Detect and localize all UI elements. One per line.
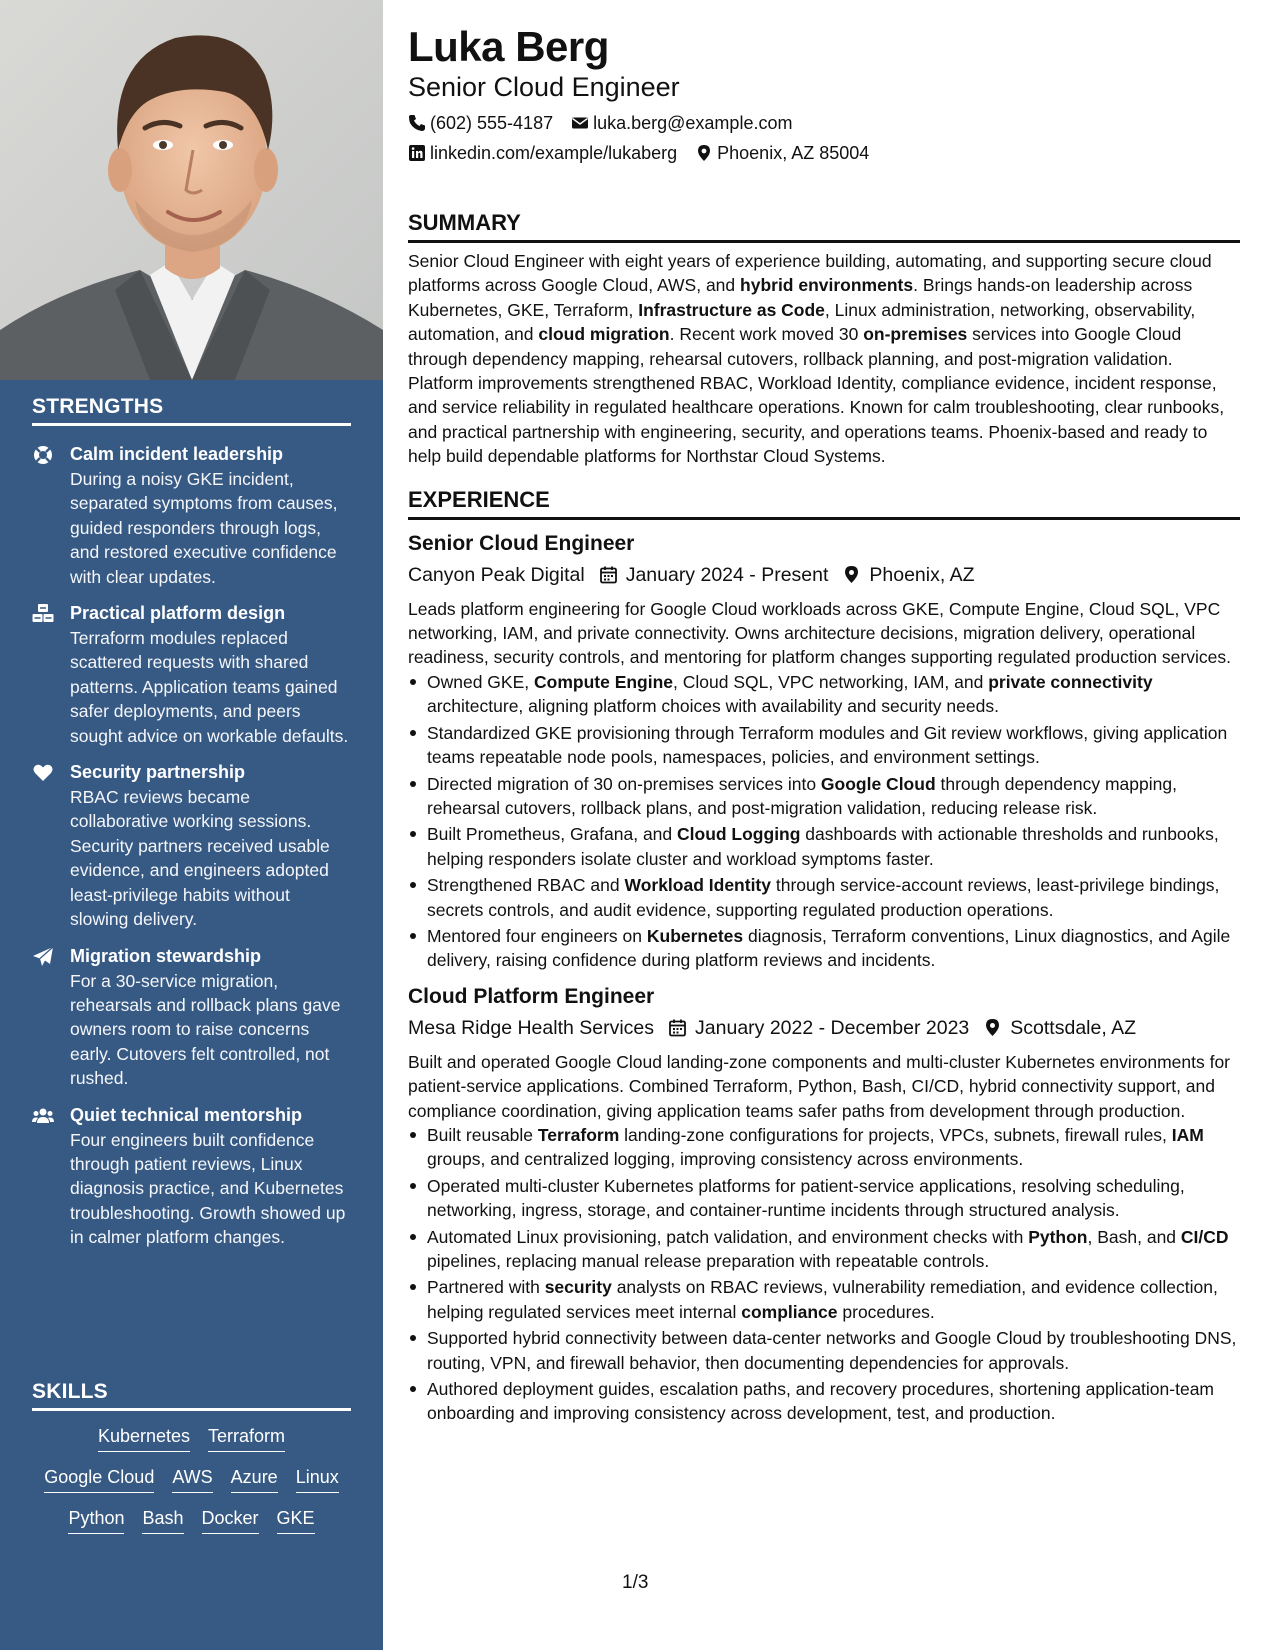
strength-item <box>32 1103 351 1250</box>
text-segment: analysts on RBAC reviews, vulnerability remediation, and evidence collection, helping regulated services meet internal <box>427 1277 1218 1322</box>
bullet-item <box>408 1275 1240 1324</box>
bullet-item <box>408 1174 1240 1223</box>
job-dates <box>599 561 829 589</box>
skill-tag: Docker <box>202 1506 259 1534</box>
skill-tag: GKE <box>277 1506 315 1534</box>
candidate-name: Luka Berg <box>408 23 609 70</box>
paper-plane-icon <box>32 946 54 968</box>
skill-tag: Azure <box>231 1465 278 1493</box>
skill-tag: Terraform <box>208 1424 285 1452</box>
summary-heading: SUMMARY <box>408 209 1240 243</box>
envelope-icon <box>571 114 589 132</box>
phone-icon <box>408 114 426 132</box>
job-bullets <box>408 670 1240 973</box>
life-ring-icon <box>32 444 54 466</box>
text-segment: . Recent work moved 30 <box>669 324 864 345</box>
skill-tag: Linux <box>296 1465 339 1493</box>
job-bullets <box>408 1123 1240 1426</box>
skills-section <box>32 1380 351 1534</box>
calendar-icon <box>599 565 618 584</box>
text-segment: groups, and centralized logging, improving consistency across environments. <box>427 1149 1024 1170</box>
text-segment: Partnered with <box>427 1277 545 1298</box>
text-segment: diagnosis, Terraform conventions, Linux diagnostics, and Agile delivery, raising confidence during platform reviews and incidents. <box>427 925 1231 971</box>
bullet-item <box>408 1326 1240 1375</box>
summary-section <box>408 209 1240 469</box>
text-segment: Automated Linux provisioning, patch validation, and environment checks with <box>427 1226 1029 1247</box>
skill-tag: Bash <box>142 1506 183 1534</box>
job-location <box>842 561 974 589</box>
company-name: Canyon Peak Digital <box>408 563 585 586</box>
bold-keyword: compliance <box>741 1301 838 1322</box>
location-contact <box>695 141 869 165</box>
skills-row <box>32 1506 351 1534</box>
bullet-item <box>408 1123 1240 1172</box>
bold-keyword: CI/CD <box>1180 1226 1229 1247</box>
heart-icon <box>32 762 54 784</box>
location-text: Phoenix, AZ 85004 <box>717 143 870 163</box>
strengths-heading: STRENGTHS <box>32 395 351 426</box>
bold-keyword: on-premises <box>863 324 968 345</box>
strength-item <box>32 944 351 1091</box>
skill-tag: Kubernetes <box>98 1424 190 1452</box>
strength-description: Four engineers built confidence through patient reviews, Linux diagnosis practice, and Kubernetes troubleshooting. Growth showed up in calmer platform changes. <box>70 1129 346 1248</box>
job-title: Cloud Platform Engineer <box>408 984 655 1008</box>
bullet-item <box>408 873 1240 922</box>
linkedin-url[interactable]: linkedin.com/example/lukaberg <box>430 143 678 163</box>
text-segment: , Cloud SQL, VPC networking, IAM, and <box>673 671 989 692</box>
job-location <box>983 1014 1136 1042</box>
text-segment: Senior Cloud Engineer with eight years of experience building, automating, and supporting secure cloud platforms across Google Cloud, AWS, and <box>408 251 1212 296</box>
text-segment: , Bash, and <box>1087 1226 1181 1247</box>
text-segment: Operated multi-cluster Kubernetes platforms for patient-service applications, resolving scheduling, networking, ingress, storage, and container-runtime incidents through structured analysis. <box>427 1175 1185 1221</box>
page-number: 1/3 <box>622 1572 649 1593</box>
bold-keyword: cloud migration <box>538 324 670 345</box>
phone-contact <box>408 111 553 135</box>
text-segment: through dependency mapping, rehearsal cutovers, rollback plans, and post-migration validation, reducing release risk. <box>427 773 1177 818</box>
strength-title: Calm incident leadership <box>70 444 284 464</box>
bold-keyword: IAM <box>1171 1124 1204 1145</box>
strength-item <box>32 601 351 748</box>
calendar-icon <box>668 1018 687 1037</box>
linkedin-contact[interactable] <box>408 141 677 165</box>
bullet-item <box>408 721 1240 770</box>
text-segment: Directed migration of 30 on-premises services into <box>427 773 821 794</box>
job-description: Leads platform engineering for Google Cloud workloads across GKE, Compute Engine, Cloud SQL, VPC networking, IAM, and private connectivity. Owns architecture decisions, migration delivery, operational readiness, security controls, and mentoring for platform changes supporting regulated production services. <box>408 598 1231 668</box>
linkedin-icon <box>408 144 426 162</box>
strength-description: Terraform modules replaced scattered requests with shared patterns. Application teams gained safer deployments, and peers sought advice on workable defaults. <box>70 628 349 746</box>
candidate-title: Senior Cloud Engineer <box>408 72 680 102</box>
text-segment: Owned GKE, <box>427 671 534 692</box>
job-dates <box>668 1014 969 1042</box>
strength-item <box>32 760 351 931</box>
bullet-item <box>408 822 1240 871</box>
text-segment: Built reusable <box>427 1124 538 1145</box>
main-content <box>408 22 1240 1428</box>
skill-tag: Python <box>68 1506 124 1534</box>
bold-keyword: security <box>544 1277 612 1298</box>
strength-item <box>32 442 351 589</box>
strength-title: Migration stewardship <box>70 945 262 966</box>
bullet-item <box>408 1377 1240 1426</box>
location-text: Scottsdale, AZ <box>1010 1016 1137 1039</box>
job-entry <box>408 530 1240 973</box>
job-company <box>408 561 585 589</box>
map-marker-icon <box>695 144 713 162</box>
summary-text <box>408 249 1240 469</box>
experience-heading: EXPERIENCE <box>408 486 1240 520</box>
skills-list <box>32 1424 351 1534</box>
bold-keyword: Infrastructure as Code <box>638 299 825 320</box>
map-marker-icon <box>983 1018 1002 1037</box>
job-title: Senior Cloud Engineer <box>408 531 635 555</box>
date-range: January 2022 - December 2023 <box>695 1016 970 1039</box>
bullet-item <box>408 670 1240 719</box>
contact-row <box>408 111 1240 135</box>
text-segment: procedures. <box>837 1301 935 1322</box>
skills-heading: SKILLS <box>32 1380 351 1411</box>
text-segment: Standardized GKE provisioning through Terraform modules and Git review workflows, giving application teams repeatable node pools, namespaces, policies, and environment settings. <box>427 722 1228 768</box>
bold-keyword: Terraform <box>537 1124 620 1145</box>
skill-tag: Google Cloud <box>44 1465 154 1493</box>
phone-number: (602) 555-4187 <box>430 113 554 133</box>
strength-title: Security partnership <box>70 762 246 783</box>
strength-title: Quiet technical mentorship <box>70 1104 303 1125</box>
company-name: Mesa Ridge Health Services <box>408 1016 655 1039</box>
location-text: Phoenix, AZ <box>869 563 975 586</box>
text-segment: . Brings hands-on leadership across Kubernetes, GKE, Terraform, <box>408 275 1193 320</box>
bold-keyword: Workload Identity <box>624 875 771 896</box>
job-entry <box>408 983 1240 1426</box>
experience-section <box>408 486 1240 1426</box>
text-segment: Built Prometheus, Grafana, and <box>427 824 677 845</box>
text-segment: through service-account reviews, least-privilege bindings, secrets controls, and audit evidence, supporting regulated production operations. <box>427 875 1220 920</box>
bold-keyword: Python <box>1028 1226 1088 1247</box>
bullet-item <box>408 1225 1240 1274</box>
bold-keyword: Kubernetes <box>646 925 744 946</box>
bullet-item <box>408 772 1240 821</box>
bold-keyword: hybrid environments <box>740 275 914 296</box>
email-address[interactable]: luka.berg@example.com <box>593 113 793 133</box>
text-segment: , Linux administration, networking, observability, automation, and <box>408 299 1196 345</box>
strength-title: Practical platform design <box>70 603 286 624</box>
cubes-icon <box>32 603 54 625</box>
skills-row <box>32 1424 351 1452</box>
job-company <box>408 1014 654 1042</box>
email-contact[interactable] <box>571 111 792 135</box>
users-icon <box>32 1105 54 1127</box>
job-meta <box>408 561 1240 589</box>
text-segment: services into Google Cloud through dependency mapping, rehearsal cutovers, rollback planning, and post-migration validation. Platform improvements strengthened RBAC, Workload Identity, compliance evidence, incident response, and service reliability in regulated healthcare operations. Known for calm troubleshooting, clear runbooks, and practical partnership with engineering, security, and operations teams. Phoenix-based and ready to help build dependable platforms for Northstar Cloud Systems. <box>408 324 1225 467</box>
profile-photo <box>0 0 383 380</box>
contact-row <box>408 141 1240 165</box>
text-segment: pipelines, replacing manual release preparation with repeatable controls. <box>427 1251 990 1271</box>
sidebar <box>0 0 383 1650</box>
map-marker-icon <box>842 565 861 584</box>
job-description: Built and operated Google Cloud landing-zone components and multi-cluster Kubernetes environments for patient-service applications. Combined Terraform, Python, Bash, CI/CD, hybrid connectivity support, and compliance coordination, giving application teams safer paths from development through production. <box>408 1051 1231 1121</box>
bold-keyword: private connectivity <box>988 671 1153 692</box>
strength-description: During a noisy GKE incident, separated symptoms from causes, guided responders through logs, and restored executive confidence with clear updates. <box>70 469 338 587</box>
bold-keyword: Google Cloud <box>820 773 936 794</box>
strength-description: RBAC reviews became collaborative working sessions. Security partners received usable evidence, and engineers adopted least-privilege habits without slowing delivery. <box>70 787 330 930</box>
text-segment: architecture, aligning platform choices with availability and security needs. <box>427 696 999 717</box>
date-range: January 2024 - Present <box>625 563 829 586</box>
text-segment: Mentored four engineers on <box>427 925 647 946</box>
text-segment: landing-zone configurations for projects, VPCs, subnets, firewall rules, <box>619 1124 1172 1145</box>
bullet-item <box>408 924 1240 973</box>
strength-description: For a 30-service migration, rehearsals and rollback plans gave owners room to raise concerns early. Cutovers felt controlled, not rushed. <box>70 970 341 1089</box>
skill-tag: AWS <box>172 1465 212 1493</box>
strengths-section <box>32 395 351 1250</box>
text-segment: dashboards with actionable thresholds and runbooks, helping responders isolate cluster and workload symptoms faster. <box>427 824 1219 869</box>
text-segment: Strengthened RBAC and <box>427 875 625 896</box>
text-segment: Supported hybrid connectivity between data-center networks and Google Cloud by troubleshooting DNS, routing, VPN, and firewall behavior, then documenting dependencies for approvals. <box>427 1328 1237 1373</box>
bold-keyword: Compute Engine <box>534 671 674 692</box>
skills-row <box>32 1465 351 1493</box>
bold-keyword: Cloud Logging <box>677 824 801 845</box>
job-meta <box>408 1014 1240 1042</box>
text-segment: Authored deployment guides, escalation paths, and recovery procedures, shortening application-team onboarding and improving consistency across development, test, and production. <box>427 1379 1215 1424</box>
